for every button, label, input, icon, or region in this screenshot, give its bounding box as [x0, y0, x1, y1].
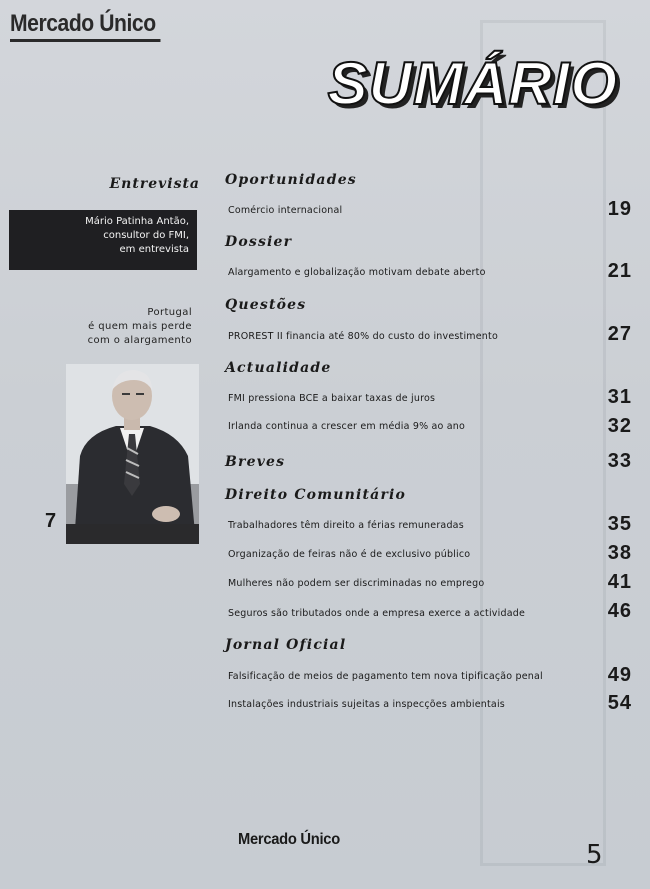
toc-entry-title: Mulheres não podem ser discriminadas no emprego [228, 578, 485, 589]
feature-box-line: consultor do FMI, [103, 230, 189, 241]
toc-entry-page: 46 [607, 600, 632, 622]
toc-entry-page: 33 [607, 450, 632, 472]
toc-entry-title: FMI pressiona BCE a baixar taxas de juros [228, 393, 436, 404]
toc-entry-page: 35 [607, 513, 632, 535]
toc-entry-title: Instalações industriais sujeitas a inspecções ambientais [228, 699, 505, 710]
feature-caption-line: Portugal [147, 307, 192, 318]
footer-brand: Mercado Único [238, 831, 340, 848]
toc-entry-title: Trabalhadores têm direito a férias remuneradas [228, 520, 464, 531]
toc-entry-page: 41 [607, 571, 632, 593]
toc-entry-title: PROREST II financia até 80% do custo do investimento [228, 331, 498, 342]
section-heading-jornal-oficial: Jornal Oficial [225, 637, 347, 653]
section-heading-oportunidades: Oportunidades [225, 172, 357, 188]
background-frame [480, 20, 606, 866]
page-title: SUMÁRIO [327, 50, 618, 117]
toc-entry-title: Falsificação de meios de pagamento tem nova tipificação penal [228, 671, 543, 682]
feature-section-label: Entrevista [109, 176, 200, 192]
toc-entry-title: Alargamento e globalização motivam debate aberto [228, 267, 486, 278]
toc-entry-title: Comércio internacional [228, 205, 343, 216]
section-heading-breves: Breves [225, 454, 286, 470]
toc-entry-page: 54 [607, 692, 632, 714]
footer-page-number: 5 [586, 840, 603, 870]
toc-entry-page: 49 [607, 664, 632, 686]
toc-entry-page: 27 [607, 323, 632, 345]
feature-box-line: Mário Patinha Antão, [85, 216, 189, 227]
feature-highlight-box [9, 210, 197, 270]
toc-entry-page: 21 [607, 260, 632, 282]
feature-caption-line: é quem mais perde [88, 321, 192, 332]
toc-entry-title: Irlanda continua a crescer em média 9% ao ano [228, 421, 466, 432]
section-heading-actualidade: Actualidade [225, 360, 332, 376]
feature-caption-line: com o alargamento [87, 335, 192, 346]
masthead: Mercado Único [10, 10, 160, 42]
section-heading-questoes: Questões [225, 297, 307, 313]
toc-entry-page: 19 [607, 198, 632, 220]
feature-caption [40, 306, 192, 348]
portrait-photo [66, 364, 199, 544]
section-heading-dossier: Dossier [225, 234, 293, 250]
toc-entry-page: 31 [607, 386, 632, 408]
feature-page-number: 7 [45, 510, 57, 532]
section-heading-direito-comunitario: Direito Comunitário [225, 487, 407, 503]
feature-box-line: em entrevista [119, 244, 189, 255]
toc-entry-title: Seguros são tributados onde a empresa exerce a actividade [228, 608, 525, 619]
toc-entry-page: 38 [607, 542, 632, 564]
toc-entry-page: 32 [607, 415, 632, 437]
toc-entry-title: Organização de feiras não é de exclusivo público [228, 549, 471, 560]
